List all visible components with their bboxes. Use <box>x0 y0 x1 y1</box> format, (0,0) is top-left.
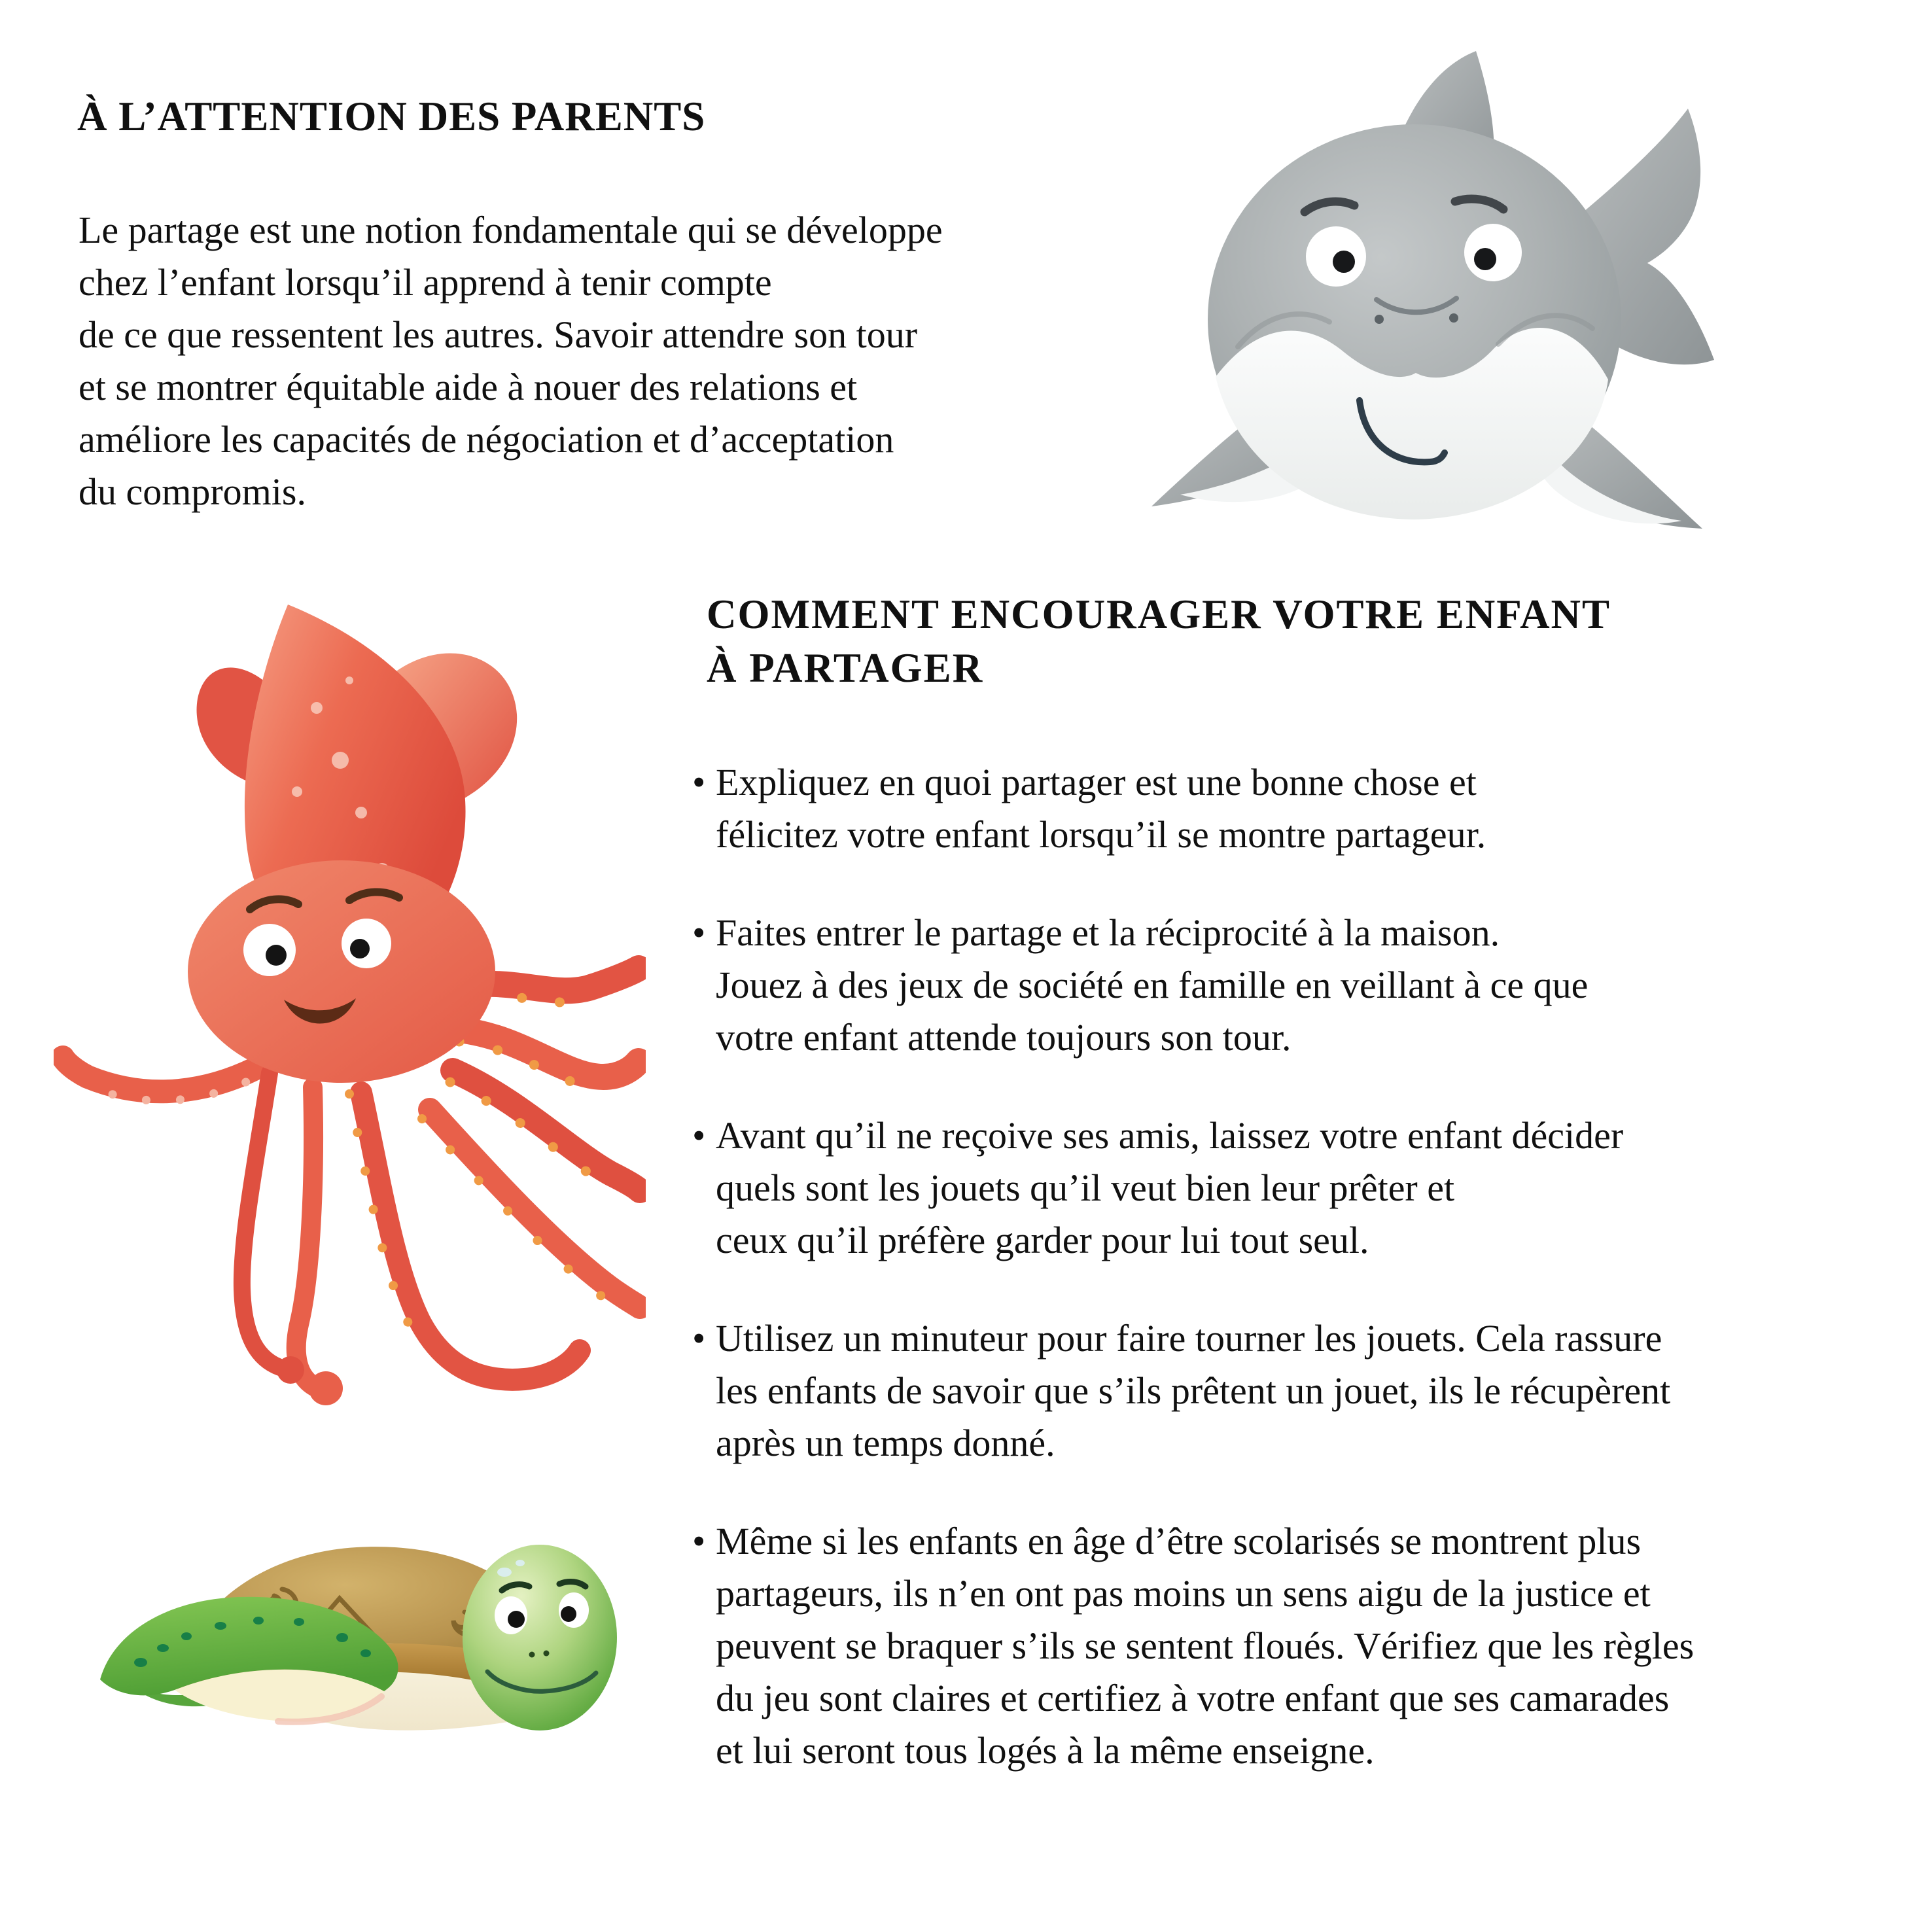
bullet-line: votre enfant attende toujours son tour. <box>716 1016 1291 1059</box>
list-item <box>692 1312 1909 1469</box>
bullet-line: Même si les enfants en âge d’être scolarisés se montrent plus <box>716 1520 1642 1562</box>
bullet-line: Avant qu’il ne reçoive ses amis, laissez votre enfant décider <box>716 1114 1624 1157</box>
paragraph-line: de ce que ressentent les autres. Savoir attendre son tour <box>79 313 918 356</box>
bullet-line: après un temps donné. <box>716 1422 1055 1464</box>
bullet-line: du jeu sont claires et certifiez à votre enfant que ses camarades <box>716 1677 1670 1719</box>
list-item <box>692 1110 1909 1267</box>
bullet-marker: • <box>692 1114 706 1157</box>
bullet-line: félicitez votre enfant lorsqu’il se montre partageur. <box>716 813 1486 856</box>
list-item <box>692 1515 1909 1777</box>
squid-illustration <box>54 595 646 1413</box>
bullet-marker: • <box>692 911 706 954</box>
paragraph-line: chez l’enfant lorsqu’il apprend à tenir compte <box>79 261 772 304</box>
paragraph-line: et se montrer équitable aide à nouer des relations et <box>79 366 858 408</box>
parents-paragraph <box>79 204 943 518</box>
bullet-marker: • <box>692 761 706 803</box>
list-item <box>692 756 1909 861</box>
advice-bullet-list <box>692 756 1909 1777</box>
shark-illustration <box>1140 37 1738 531</box>
bullet-line: ceux qu’il préfère garder pour lui tout seul. <box>716 1219 1369 1261</box>
bullet-line: partageurs, ils n’en ont pas moins un sens aigu de la justice et <box>716 1572 1651 1615</box>
bullet-line: Faites entrer le partage et la réciprocité à la maison. <box>716 911 1500 954</box>
bullet-line: et lui seront tous logés à la même enseigne. <box>716 1729 1375 1772</box>
bullet-line: Expliquez en quoi partager est une bonne chose et <box>716 761 1477 803</box>
turtle-head <box>463 1545 617 1730</box>
paragraph-line: Le partage est une notion fondamentale qui se développe <box>79 209 943 251</box>
bullet-line: quels sont les jouets qu’il veut bien leur prêter et <box>716 1167 1455 1209</box>
parents-heading: À L’ATTENTION DES PARENTS <box>77 94 706 139</box>
advice-heading-line: COMMENT ENCOURAGER VOTRE ENFANT <box>707 591 1611 637</box>
turtle-illustration <box>82 1534 635 1737</box>
paragraph-line: améliore les capacités de négociation et d’acceptation <box>79 418 894 461</box>
bullet-line: peuvent se braquer s’ils se sentent floués. Vérifiez que les règles <box>716 1625 1695 1667</box>
bullet-line: Jouez à des jeux de société en famille en veillant à ce que <box>716 964 1589 1006</box>
bullet-line: les enfants de savoir que s’ils prêtent un jouet, ils le récupèrent <box>716 1369 1671 1412</box>
squid-head <box>188 860 495 1083</box>
list-item <box>692 907 1909 1064</box>
advice-heading-line: À PARTAGER <box>707 645 984 691</box>
bullet-marker: • <box>692 1317 706 1360</box>
bullet-line: Utilisez un minuteur pour faire tourner les jouets. Cela rassure <box>716 1317 1662 1360</box>
paragraph-line: du compromis. <box>79 470 306 513</box>
bullet-marker: • <box>692 1520 706 1562</box>
advice-section <box>692 588 1909 1823</box>
